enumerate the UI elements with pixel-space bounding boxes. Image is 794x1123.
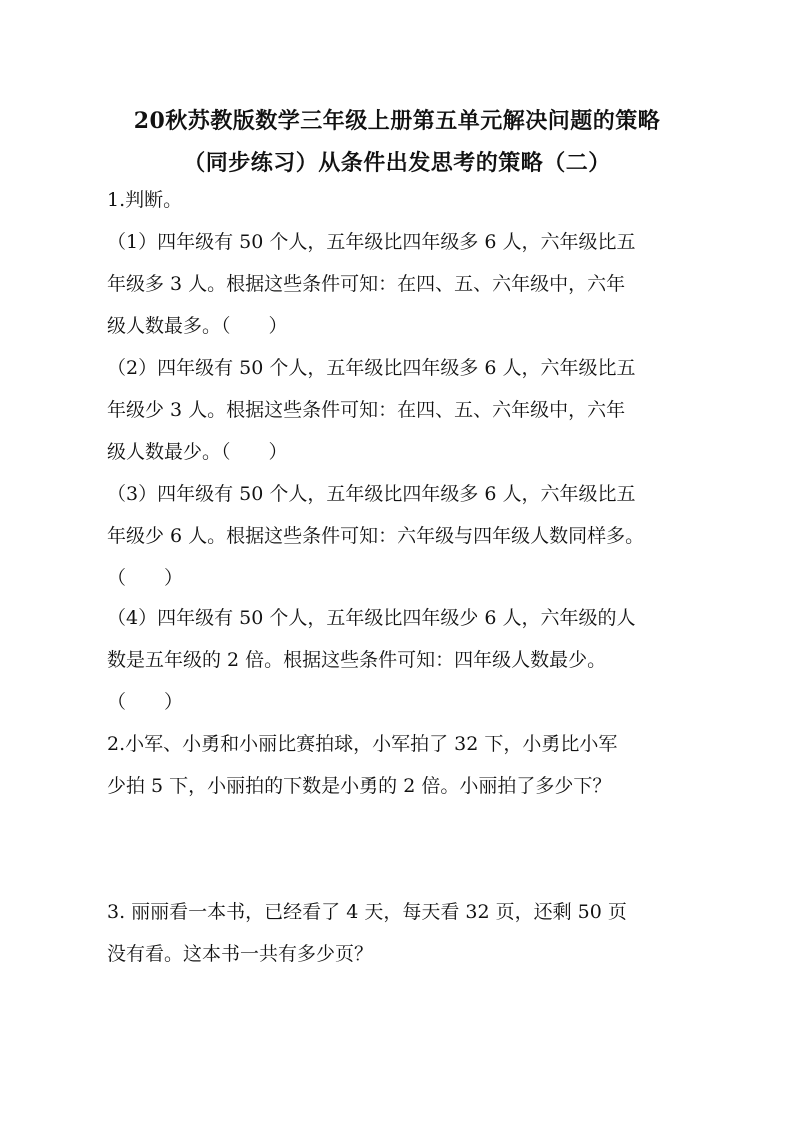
q1-item-1-line-2: 年级多 3 人。根据这些条件可知：在四、五、六年级中，六年 <box>107 273 626 295</box>
doc-title-line-2: （同步练习）从条件出发思考的策略（二） <box>183 150 611 176</box>
q1-item-3-line-1: （3）四年级有 50 个人，五年级比四年级多 6 人，六年级比五 <box>107 483 636 505</box>
q1-item-3-line-3: （ ） <box>107 567 184 589</box>
q1-item-4-line-1: （4）四年级有 50 个人，五年级比四年级少 6 人，六年级的人 <box>107 607 636 629</box>
q2-line-2: 少拍 5 下，小丽拍的下数是小勇的 2 倍。小丽拍了多少下？ <box>107 775 612 797</box>
q3-line-1: 3. 丽丽看一本书，已经看了 4 天，每天看 32 页，还剩 50 页 <box>107 901 627 923</box>
q2-line-1: 2.小军、小勇和小丽比赛拍球，小军拍了 32 下，小勇比小军 <box>107 733 618 755</box>
q1-item-1-line-1: （1）四年级有 50 个人，五年级比四年级多 6 人，六年级比五 <box>107 231 636 253</box>
doc-title-line-1: 20秋苏教版数学三年级上册第五单元解决问题的策略 <box>133 108 661 134</box>
q1-item-4-line-2: 数是五年级的 2 倍。根据这些条件可知：四年级人数最少。 <box>107 649 607 671</box>
q1-item-1-line-3: 级人数最多。（ ） <box>107 315 288 337</box>
q3-line-2: 没有看。这本书一共有多少页？ <box>107 943 374 965</box>
q1-item-4-line-3: （ ） <box>107 691 184 713</box>
q1-item-2-line-1: （2）四年级有 50 个人，五年级比四年级多 6 人，六年级比五 <box>107 357 636 379</box>
q1-item-2-line-3: 级人数最少。（ ） <box>107 441 288 463</box>
q1-item-2-line-2: 年级少 3 人。根据这些条件可知：在四、五、六年级中，六年 <box>107 399 626 421</box>
q1-item-3-line-2: 年级少 6 人。根据这些条件可知：六年级与四年级人数同样多。 <box>107 525 645 547</box>
q1-heading: 1.判断。 <box>107 189 183 211</box>
